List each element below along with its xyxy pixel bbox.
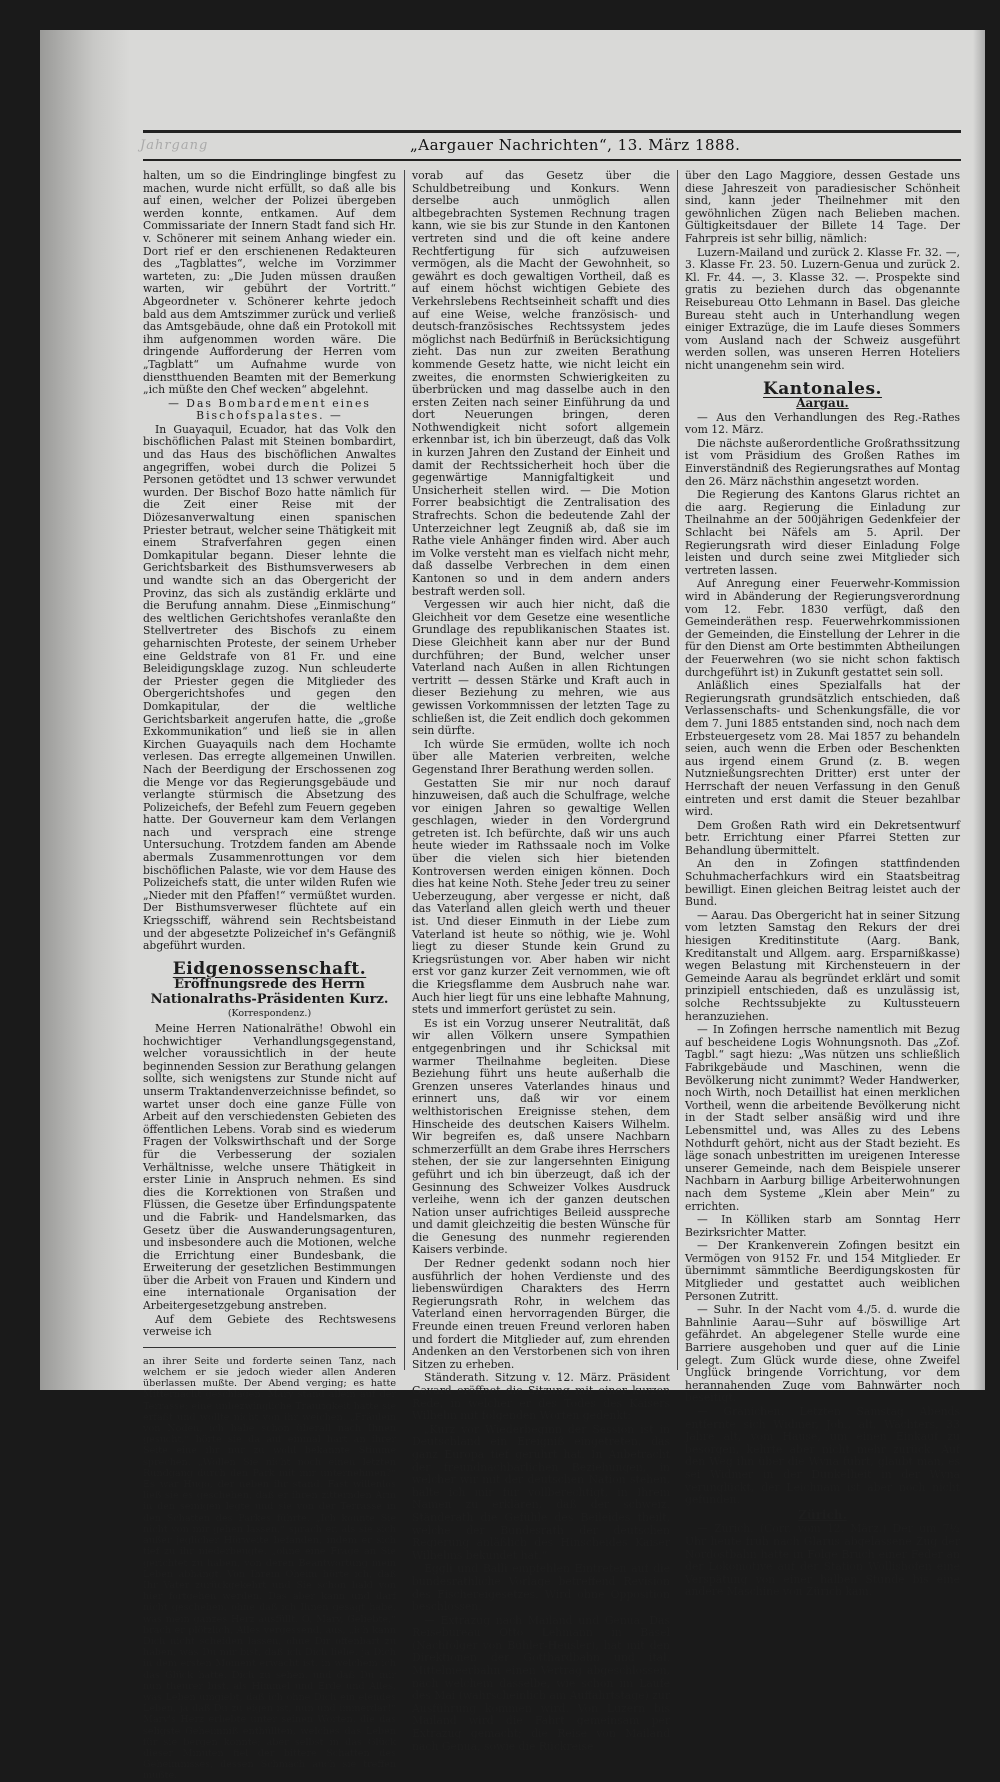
correspondence-note: (Korrespondenz.) xyxy=(227,1008,312,1020)
column-3 xyxy=(685,169,960,1599)
article-paragraph: Die Regierung des Kantons Glarus richtet an die aarg. Regierung die Einladung zur Theilnahme an der 500jährigen Gedenkfeier der Schlacht bei Näfels am 5. April. Der Regierungsrath wird dieser Einladung Folge leisten und durch seine zwei Mitglieder sich vertreten lassen. xyxy=(685,488,960,577)
masthead-rule-bottom xyxy=(143,159,961,161)
feuilleton-text: an ihrer Seite und forderte seinen Tanz, nach welchem er sie jedoch wieder allen Anderen überlassen mußte. Der Abend verging; es hatte Mitternacht geschlagen. Mary stand allein auf der Terrasse; eine unbezwingliche Traurigkeit hatte sie erfaßt und wollte nicht von ihr weichen. „Fräulein von Noden, ich habe schon überall nach Ihnen gesucht,“ hörte sie da auf einmal hart an ihrer Seite eine ihr nur zu wohl bekannte Stimme sprechen. „Wollen Sie nicht noch einen letzten Rundgang durch den Park mit mir unternehmen?“ Es war Hugo, der neben ihr stand. Fast willenlos ließ sie es geschehen, daß er ihren zitternden Arm in den seinigen legte und sie von der Terrasse in den Schatten des Parkes führte. „Ich konnte Sie nicht von mir gehen lassen,“ sprach er, als sie sich außer jeglicher Hörweite befanden, indem er sich tief zu ihr niederbeugte, „ohne eine Frage an Sie gerichtet zu haben, von deren Beantwortung mein Leben abhängt. Von Ihrem Oheim hörte ich, daß Ihr Vater zurückgekehrt und Sie schon bald von hier fortgehen werden. Das aber kann und darf nicht geschehen, ohne daß ich Ihnen gesagt habe, was mein ganzes Herz ausfüllt. O, Mary, Geliebte,“ brach er plötzlich, Alles vergessend, aus, „ich kann Dich nicht scheiden lassen, ohne Dir offenbart zu haben, was Du mir bist, daß ich Dich liebe, ja Dich in dem ersten Moment erwacht ist, in welchem ich das Glück hatte, Dich zu sehen, und daß Du mir nun theurer bist, als Himmel und Erde und Alles, was Leben umgiebt, daß ich ohne Dich ein elendes Leben, ja daß Du zu eigen ist, nun und immerdar!“ Mary's Herz erbebte unter seinen Worten, die das seligste Geheimniß enthüllten, welches das Leben für sie bergen konnte; aber selbst in das Glück dieser Minuten fiel der bittere Schatten des Geheimnisses, dessen Schmach auch sie treffen mußte. xyxy=(143,1355,396,1782)
article-paragraph: — In Zofingen herrsche namentlich mit Bezug auf bescheidene Logis Wohnungsnoth. Das „Zof. Tagbl.“ sagt hiezu: „Was nützen uns schließlich Fabrikgebäude und Maschinen, wenn die Bevölkerung nicht zunimmt? Weder Handwerker, noch Wirth, noch Detaillist hat einen merklichen Vortheil, wenn die arbeitende Bevölkerung nicht in der Stadt selber ansäßig wird und ihre Lebensmittel und, was Alles zu des Lebens Nothdurft gehört, nicht aus der Stadt bezieht. Es läge sonach unbestritten im ureigenen Interesse unserer Gemeinde, nach dem Beispiele unserer Nachbarn in Aarburg billige Arbeiterwohnungen nach dem Systeme „Klein aber Mein“ zu errichten. xyxy=(685,1023,960,1213)
column-2 xyxy=(412,169,670,1753)
column-divider xyxy=(404,170,405,1370)
article-paragraph: — Extrazug nach Mailand und Genua. Das Reisebureau Otto Lehmann in Basel (Nachfolger von Bühler-Heusler), hat mit den Direktionen der Gotthardbahn und ital. Mittelmeerbahn einen Vertrag abgeschlossen, nach welchem dasselbe, wie schon im Laufe des Mai (wahrscheinlich am Auffahrtstage) zur Ausführung kommen wird. Von Luzern bis Mailand wird die Fahrt gemeinsam per Extrazug gemacht; die Reise von Mailand nach Genua, sowie die Rückreise xyxy=(412,1613,670,1753)
article-paragraph: An den in Zofingen stattfindenden Schuhmacherfachkurs wird ein Staatsbeitrag bewilligt. Einen gleichen Beitrag leistet auch der Bund. xyxy=(685,857,960,909)
article-paragraph: vorab auf das Gesetz über die Schuldbetreibung und Konkurs. Wenn derselbe auch unmöglich allen altbegebrachten Systemen Rechnung tragen kann, wie sie bis zur Stunde in den Kantonen vertreten sind und die oft keine andere Rechtfertigung für sich aufzuweisen vermögen, als die Macht der Gewohnheit, so gewährt es doch gewaltigen Vortheil, daß es auf einem höchst wichtigen Gebiete des Verkehrslebens Rechtseinheit schafft und dies auf eine Weise, welche französisch- und deutsch-französisches Rechtssystem jedes möglichst nach Bedürfniß in Berücksichtigung zieht. Das nun zur zweiten Berathung kommende Gesetz hatte, wie nicht leicht ein zweites, die enormsten Schwierigkeiten zu überbrücken und mag dasselbe auch in den ersten Zeiten nach seiner Einführung da und dort Neuerungen bringen, deren Nothwendigkeit nicht sofort allgemein erkennbar ist, ich bin überzeugt, daß das Volk in kurzen Jahren den Zustand der Einheit und damit der Rechtssicherheit hoch über die gegenwärtige Mannigfaltigkeit und Unsicherheit stellen wird. — Die Motion Forrer beabsichtigt die Zentralisation des Strafrechts. Schon die bedeutende Zahl der Unterzeichner legt Zeugniß ab, daß sie im Rathe viele Anhänger finden wird. Aber auch im Volke versteht man es vielfach nicht mehr, daß dasselbe Verbrechen in dem einen Kantonen so und in dem andern anders bestraft werden soll. xyxy=(412,169,670,598)
article-paragraph: Eggli und Balli empfehlen Eintreten auf die bundesräthliche Vorlage betreffend Revision des Fischereigesetzes. Wird ohne Opposition beschlossen. xyxy=(412,1562,670,1614)
article-paragraph: — Gränichen. Letzten Samstag Abends entfernte sich Widmer, Joh., alt, Wächters, 33 Jahre alt, vom Hause, um einen Einkauf zu besorgen, kehrte aber nicht mehr zurück. Auf den Weg ihn über die Wyna führt, glaubt man, es sei Widmer in der Dunkelheit in der Wyna verunglückt, der Leichnam ist aber noch nicht gefunden. xyxy=(685,1405,960,1507)
page-right-edge xyxy=(973,30,985,1390)
feuilleton-rule xyxy=(143,1347,396,1348)
section-heading: Eidgenossenschaft. xyxy=(172,958,367,979)
article-paragraph: Luzern-Mailand und zurück 2. Klasse Fr. 32. —, 3. Klasse Fr. 23. 50. Luzern-Genua und zurück 2. Kl. Fr. 44. —, 3. Klasse 32. —. Prospekte sind gratis zu beziehen durch das obgenannte Reisebureau Otto Lehmann in Basel. Das gleiche Bureau steht auch in Unterhandlung wegen einiger Extrazüge, die im Laufe dieses Sommers vom Ausland nach der Schweiz ausgeführt werden sollen, was unseren Herren Hoteliers nicht unangenehm sein wird. xyxy=(685,245,960,372)
article-paragraph: — Aus den Verhandlungen des Reg.-Rathes vom 12. März. xyxy=(685,410,960,437)
column-1 xyxy=(143,169,396,1782)
page-binding-edge xyxy=(40,30,130,1390)
article-paragraph: — In Kölliken starb am Sonntag Herr Bezirksrichter Matter. xyxy=(685,1213,960,1239)
article-paragraph: — Suhr. In der Nacht vom 4./5. d. wurde die Bahnlinie Aarau—Suhr auf böswillige Art gefährdet. An abgelegener Stelle wurde eine Barriere ausgehoben und quer auf die Linie gelegt. Zum Glück wurde diese, ohne Zweifel Unglück bringende Vorrichtung, vor dem herannahenden Zuge vom Bahnwärter noch beseitigt. xyxy=(685,1303,960,1405)
article-paragraph: halten, um so die Eindringlinge bingfest zu machen, wurde nicht erfüllt, so daß alle bis auf einen, welcher der Polizei übergeben werden konnte, entkamen. Auf dem Commissariate der Innern Stadt fand sich Hr. v. Schönerer mit seinem Anhang wieder ein. Dort rief er den erschienenen Redakteuren des „Tagblattes“, welche im Vorzimmer warteten, zu: „Die Juden müssen draußen warten, wir gebührt der Vortritt.“ Abgeordneter v. Schönerer kehrte jedoch bald aus dem Amtszimmer zurück und verließ das Amtsgebäude, ohne daß ein Protokoll mit ihm aufgenommen worden wäre. Die dringende Aufforderung der Herren vom „Tagblatt“ um Aufnahme wurde von dienstthuenden Beamten mit der Bemerkung „ich müßte den Chef wecken“ abgelehnt. xyxy=(143,169,396,397)
article-paragraph: — Der Krankenverein Zofingen besitzt ein Vermögen von 9152 Fr. und 154 Mitglieder. Er übernimmt sämmtliche Beerdigungskosten für Mitglieder und gestattet auch weiblichen Personen Zutritt. xyxy=(685,1239,960,1303)
masthead-title: „Aargauer Nachrichten“, 13. März 1888. xyxy=(410,136,741,154)
article-paragraph: Meine Herren Nationalräthe! Obwohl ein hochwichtiger Verhandlungsgegenstand, welcher voraussichtlich in der heute beginnenden Session zur Berathung gelangen sollte, sich wenigstens zur Stunde nicht auf unserm Traktandenverzeichnisse befindet, so wartet unser doch eine ganze Fülle von Arbeit auf den verschiedensten Gebieten des öffentlichen Lebens. Vorab sind es wiederum Fragen der Volkswirthschaft und der Sorge für die Verbesserung der sozialen Verhältnisse, welche unsere Thätigkeit in erster Linie in Anspruch nehmen. Es sind dies die Korrektionen von Straßen und Flüssen, die Gesetze über Erfindungspatente und die Fabrik- und Handelsmarken, das Gesetz über die Auswanderungsagenturen, und insbesondere auch die Motionen, welche die Errichtung einer Bundesbank, die Erweiterung der gesetzlichen Bestimmungen über die Arbeit von Frauen und Kindern und eine internationale Organisation der Arbeitergesetzgebung anstreben. xyxy=(143,1022,396,1313)
article-paragraph: Auf dem Gebiete des Rechtswesens verweise ich xyxy=(143,1312,396,1339)
subsection-heading: Zürich. xyxy=(798,1507,847,1522)
article-paragraph: Ständerath. Sitzung v. 12. März. Präsident Gavard eröffnet die Sitzung mit einer kurzen Rede, in welcher er des Todes des Kaisers Wilhelm mit folgenden Worten gedenkt: xyxy=(412,1371,670,1423)
article-paragraph: Auf Anregung einer Feuerwehr-Kommission wird in Abänderung der Regierungsverordnung vom 12. Febr. 1830 verfügt, daß den Gemeinderäthen resp. Feuerwehrkommissionen der Gemeinden, die Einstellung der Lehrer in die für den Dienst am Orte bestimmten Abtheilungen der Feuerwehren (wo sie nicht schon faktisch durchgeführt ist) in Zukunft gestattet sein soll. xyxy=(685,577,960,679)
newspaper-page xyxy=(40,30,985,1782)
article-paragraph: — Aarau. Das Obergericht hat in seiner Sitzung vom letzten Samstag den Rekurs der drei hiesigen Kreditinstitute (Aarg. Bank, Kreditanstalt und Allgem. aarg. Ersparnißkasse) wegen Belastung mit Kirchensteuern in der Gemeinde Aarau als begründet erklärt und somit prinzipiell entschieden, daß es unzulässig ist, solche Rechtssubjekte zu Kultussteuern heranzuziehen. xyxy=(685,908,960,1023)
masthead-rule-top xyxy=(143,130,961,133)
section-heading: Kantonales. xyxy=(763,378,882,399)
article-paragraph: „Kurz vor Wiederbeginn der Session ist in Deutschland ein Ereigniß eingetreten, das ganz Europa tief gerührt hat. In Anbetracht der freundnachbarlichen Beziehungen, in welcher wir mit der deutschen Nation stehen, halte ich mir für vollberechtigt, in Ihrem Namen zu erklären, daß der schweiz. Ständerath die Gefühle des Beileides theilt, welche der Bundesrath der deutschen Regierung anläßlich des Hinscheides Kaiser Wilhelms bekundet hat.“ xyxy=(412,1422,670,1562)
article-paragraph: — Zürich. (Corr. vom 12. März.) Der um 7½ Uhr heute früh nach Glarus abgelassene Zug der Nordostbahn hatte in Folge Bruch einer Feder an der Lokomotive auf der Station Wollishofen eine Verspätung von einer halben Stunde bis eine andere Maschine von Zürich kam. xyxy=(685,1522,960,1599)
article-paragraph: Der Redner gedenkt sodann noch hier ausführlich der hohen Verdienste und des liebenswürdigen Charakters des Herrn Regierungsrath Rohr, in welchem das Vaterland einen hervorragenden Bürger, die Freunde einen treuen Freund verloren haben und fordert die Mitglieder auf, zum ehrenden Andenken an den Verstorbenen sich von ihren Sitzen zu erheben. xyxy=(412,1257,670,1371)
article-headline: — Das Bombardement eines Bischofspalastes. — xyxy=(168,396,371,423)
article-paragraph: Dem Großen Rath wird ein Dekretsentwurf betr. Errichtung einer Pfarrei Stetten zur Behandlung übermittelt. xyxy=(685,818,960,857)
article-paragraph: Es ist ein Vorzug unserer Neutralität, daß wir allen Völkern unsere Sympathien entgegenbringen und ihr Schicksal mit warmer Theilnahme begleiten. Diese Beziehung führt uns heute außerhalb die Grenzen unseres Vaterlandes hinaus und erinnert uns, daß wir vor einem welthistorischen Ereignisse stehen, dem Hinscheide des deutschen Kaisers Wilhelm. Wir begreifen es, daß unsere Nachbarn schmerzerfüllt an dem Grabe ihres Herrschers stehen, der sie zur langersehnten Einigung geführt und ich bin überzeugt, daß ich der Gesinnung des Schweizer Volkes Ausdruck verleihe, wenn ich der ganzen deutschen Nation unser aufrichtiges Beileid ausspreche und damit gleichzeitig die besten Wünsche für die Genesung des nunmehr regierenden Kaisers verbinde. xyxy=(412,1016,670,1257)
article-title: Eröffnungsrede des Herrn Nationalraths-Präsidenten Kurz. xyxy=(150,977,389,1008)
article-paragraph: über den Lago Maggiore, dessen Gestade uns diese Jahreszeit von paradiesischer Schönheit sind, kann jeder Theilnehmer mit den gewöhnlichen Zügen nach Belieben machen. Gültigkeitsdauer der Billete 14 Tage. Der Fahrpreis ist sehr billig, nämlich: xyxy=(685,169,960,245)
article-paragraph: Vergessen wir auch hier nicht, daß die Gleichheit vor dem Gesetze eine wesentliche Grundlage des republikanischen Staates ist. Diese Gleichheit kann aber nur der Bund durchführen; der Bund, welcher unser Vaterland nach Außen in allen Richtungen vertritt — dessen Stärke und Kraft auch in dieser Beziehung zu mehren, wie aus gewissen Vorkommnissen der letzten Tage zu schließen ist, die Zeit endlich doch gekommen sein dürfte. xyxy=(412,598,670,738)
subsection-heading: Aargau. xyxy=(796,396,849,411)
article-paragraph: In Guayaquil, Ecuador, hat das Volk den bischöflichen Palast mit Steinen bombardirt, und das Haus des bischöflichen Anwaltes angegriffen, wobei durch die Polizei 5 Personen getödtet und 13 schwer verwundet wurden. Der Bischof Bozo hatte nämlich für die Zeit einer Reise mit der Diözesanverwaltung einen spanischen Priester betraut, welcher seine Thätigkeit mit einem Strafverfahren gegen einen Domkapitular begann. Dieser lehnte die Gerichtsbarkeit des Bisthumsverwesers ab und wandte sich an das Obergericht der Provinz, das sich als zuständig erklärte und die Berufung annahm. Diese „Einmischung“ des weltlichen Gerichtshofes veranlaßte den Stellvertreter des Bischofs zu einem geharnischten Proteste, der seinem Urheber eine Geldstrafe von 81 Fr. und eine Beleidigungsklage zuzog. Nun schleuderte der Priester gegen die Mitglieder des Obergerichtshofes und gegen den Domkapitular, der die weltliche Gerichtsbarkeit angerufen hatte, die „große Exkommunikation“ und ließ sie in allen Kirchen Guayaquils nach dem Hochamte verlesen. Das erregte allgemeinen Unwillen. Nach der Beerdigung der Erschossenen zog die Menge vor das Regierungsgebäude und verlangte stürmisch die Absetzung des Polizeichefs, der Befehl zum Feuern gegeben hatte. Der Gouverneur kam dem Verlangen nach und versprach eine strenge Untersuchung. Trotzdem fanden am Abende abermals Zusammenrottungen vor dem bischöflichen Palaste, wie vor dem Hause des Polizeichefs statt, die unter wilden Rufen wie „Nieder mit den Pfaffen!“ vermüßtet wurden. Der Bisthumsverweser flüchtete auf ein Kriegsschiff, während sein Rechtsbeistand und der abgesetzte Polizeichef in's Gefängniß abgeführt wurden. xyxy=(143,422,396,953)
article-paragraph: Anläßlich eines Spezialfalls hat der Regierungsrath grundsätzlich entschieden, daß Verlassenschafts- und Schenkungsfälle, die vor dem 7. Juni 1885 entstanden sind, noch nach dem Erbsteuergesetz vom 28. Mai 1857 zu behandeln seien, auch wenn die Erben oder Beschenkten aus irgend einem Grund (z. B. wegen Nutznießungsrechten Dritter) erst unter der Herrschaft der neuen Verfassung in den Genuß eintreten und erst damit die Steuer bezahlbar wird. xyxy=(685,679,960,819)
article-paragraph: Die nächste außerordentliche Großrathssitzung ist vom Präsidium des Großen Rathes im Einverständniß des Regierungsrathes auf Montag den 26. März nächsthin angesetzt worden. xyxy=(685,436,960,488)
article-paragraph: Ich würde Sie ermüden, wollte ich noch über alle Materien verbreiten, welche Gegenstand Ihrer Berathung werden sollen. xyxy=(412,737,670,776)
bleed-through-text: Jahrgang xyxy=(140,138,209,153)
column-divider xyxy=(677,170,678,1370)
article-paragraph: Gestatten Sie mir nur noch darauf hinzuweisen, daß auch die Schulfrage, welche vor einigen Jahren so gewaltige Wellen geschlagen, wieder in den Vordergrund getreten ist. Ich befürchte, daß wir uns auch heute wieder im Rathssaale noch im Volke über die vielen sich hier bietenden Kontroversen werden einigen können. Doch dies hat keine Noth. Stehe Jeder treu zu seiner Ueberzeugung, aber vergesse er nicht, daß das Vaterland allen gleich werth und theuer ist. Und dieser Einmuth in der Liebe zum Vaterland ist heute so nöthig, wie je. Wohl liegt zu dieser Stunde kein Grund zu Kriegsrüstungen vor. Aber haben wir nicht erst vor ganz kurzer Zeit vernommen, wie oft die Kriegsflamme dem Ausbruch nahe war. Auch hier liegt für uns eine lebhafte Mahnung, stets und immerfort gerüstet zu sein. xyxy=(412,776,670,1017)
